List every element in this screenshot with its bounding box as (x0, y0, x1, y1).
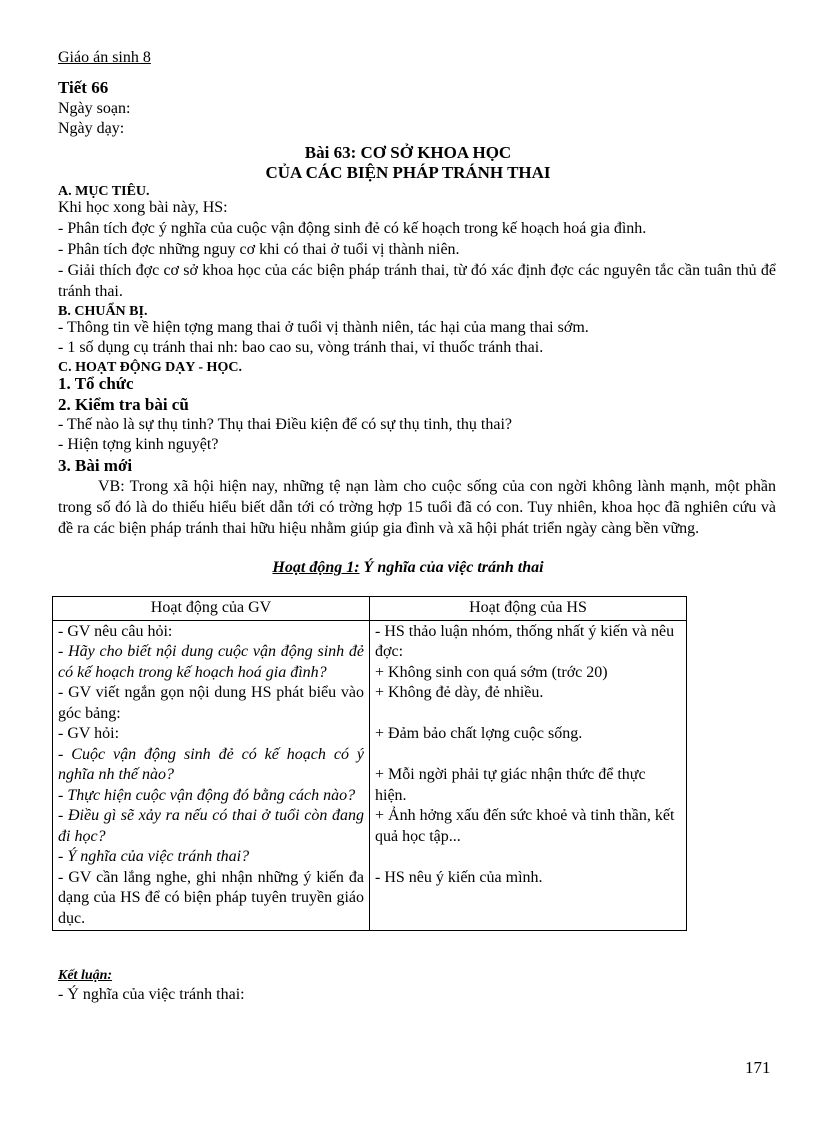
hs-spacer (375, 745, 681, 766)
hs-line-2: + Không sinh con quá sớm (trớc 20) (375, 663, 608, 681)
gv-line-2: - Hãy cho biết nội dung cuộc vận động sinh đẻ có kế hoạch trong kế hoạch hoá gia đình? (58, 643, 364, 681)
page-number: 171 (745, 1058, 771, 1077)
lesson-title-line1 (0, 143, 816, 163)
hs-line-7: - HS nêu ý kiến của mình. (375, 868, 543, 886)
section-a-heading: A. MỤC TIÊU. (58, 184, 150, 199)
header-gv: Hoạt động của GV (53, 597, 370, 621)
section-a-item-1: - Phân tích đợc ý nghĩa của cuộc vận động sinh đẻ có kế hoạch trong kế hoạch hoá gia đình. (58, 220, 647, 237)
gv-line-5: - Cuộc vận động sinh đẻ có kế hoạch có ý nghĩa nh thế nào? (58, 745, 364, 783)
section-a-intro: Khi học xong bài này, HS: (58, 199, 228, 216)
conclusion-label: Kết luận: (58, 968, 113, 983)
gv-line-7: - Điều gì sẽ xảy ra nếu có thai ở tuổi còn đang đi học? (58, 807, 364, 845)
section-c-heading: C. HOẠT ĐỘNG DẠY - HỌC. (58, 360, 242, 375)
lesson-title-line2: CỦA CÁC BIỆN PHÁP TRÁNH THAI (265, 163, 551, 182)
table-header-row (53, 597, 687, 621)
activity-1-heading (0, 558, 816, 578)
prep-date-label: Ngày soạn: (58, 100, 131, 117)
hs-spacer (375, 847, 681, 868)
lesson-period: Tiết 66 (58, 78, 109, 97)
check-item-2: - Hiện tợng kinh nguyệt? (58, 436, 219, 453)
header-hs: Hoạt động của HS (370, 597, 687, 621)
hs-line-4: + Đảm bảo chất lợng cuộc sống. (375, 725, 583, 742)
hs-line-6: + Ảnh hởng xấu đến sức khoẻ và tinh thần, kết quả học tập... (375, 807, 675, 845)
gv-line-9: - GV cần lắng nghe, ghi nhận những ý kiến đa dạng của HS để có biện pháp tuyên truyền giáo dục. (58, 868, 364, 927)
hs-line-5: + Mỗi ngời phải tự giác nhận thức để thực hiện. (375, 766, 646, 804)
activity-table (52, 596, 687, 931)
check-item-1: - Thế nào là sự thụ tinh? Thụ thai Điều kiện để có sự thụ tinh, thụ thai? (58, 416, 512, 433)
new-lesson-intro: VB: Trong xã hội hiện nay, những tệ nạn làm cho cuộc sống của con ngời không lành mạnh, một phần trong số đó là do thiếu hiểu biết dẫn tới có trờng hợp 15 tuổi đã có con. Tuy nhiên, khoa học đã nghiên cứu và đề ra các biện pháp tránh thai hữu hiệu nhằm giúp gia đình và xã hội phát triển ngày càng bền vững. (58, 478, 776, 537)
step-2-review: 2. Kiểm tra bài cũ (58, 395, 189, 414)
hs-activity-cell (370, 620, 687, 931)
doc-title: Giáo án sinh 8 (58, 49, 151, 66)
step-1-organization: 1. Tổ chức (58, 374, 134, 393)
section-b-item-2: - 1 số dụng cụ tránh thai nh: bao cao su, vòng tránh thai, vỉ thuốc tránh thai. (58, 339, 544, 356)
section-a-item-2: - Phân tích đợc những nguy cơ khi có thai ở tuổi vị thành niên. (58, 241, 460, 258)
section-b-item-1: - Thông tin về hiện tợng mang thai ở tuổi vị thành niên, tác hại của mang thai sớm. (58, 319, 589, 336)
hs-line-3: + Không đẻ dày, đẻ nhiều. (375, 684, 544, 701)
hs-line-1: - HS thảo luận nhóm, thống nhất ý kiến và nêu đợc: (375, 622, 675, 660)
table-row (53, 620, 687, 931)
activity-1-label: Hoạt động 1: (272, 559, 360, 576)
gv-line-4: - GV hỏi: (58, 725, 120, 742)
lesson-number: Bài 63: (304, 143, 357, 162)
lesson-title-part1: CƠ SỞ KHOA HỌC (360, 143, 512, 162)
gv-line-8: - Ý nghĩa của việc tránh thai? (58, 848, 250, 865)
gv-line-3: - GV viết ngắn gọn nội dung HS phát biểu vào góc bảng: (58, 684, 364, 722)
step-3-new-lesson: 3. Bài mới (58, 456, 133, 475)
activity-1-title: Ý nghĩa của việc tránh thai (359, 559, 544, 576)
section-b-heading: B. CHUẨN BỊ. (58, 304, 148, 319)
hs-spacer (375, 704, 681, 725)
section-a-item-3: - Giải thích đợc cơ sở khoa học của các biện pháp tránh thai, từ đó xác định đợc các nguyên tắc cần tuân thủ để tránh thai. (58, 262, 776, 300)
conclusion-line: - Ý nghĩa của việc tránh thai: (58, 986, 245, 1003)
teach-date-label: Ngày dạy: (58, 120, 125, 137)
gv-activity-cell (53, 620, 370, 931)
gv-line-6: - Thực hiện cuộc vận động đó bằng cách nào? (58, 786, 356, 804)
gv-line-1: - GV nêu câu hỏi: (58, 622, 173, 640)
